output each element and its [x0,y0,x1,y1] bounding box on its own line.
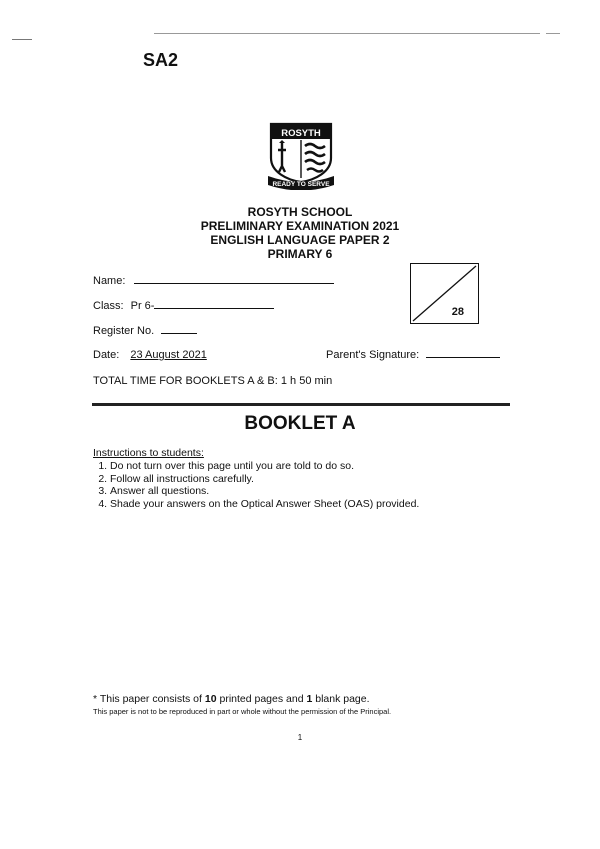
date-value: 23 August 2021 [130,349,207,361]
paper-title: ENGLISH LANGUAGE PAPER 2 [210,233,390,247]
pages-note-text: printed pages and [216,693,307,705]
instruction-item: 2. Follow all instructions carefully. [110,473,533,486]
school-name: ROSYTH SCHOOL [247,205,353,219]
name-label: Name: [93,275,126,287]
parent-signature-label: Parent's Signature: [326,349,420,361]
scan-line-right [546,33,560,34]
name-field [93,275,334,287]
class-line[interactable] [154,308,274,309]
instructions-list [93,460,533,510]
corner-tag: SA2 [143,50,179,70]
copyright-note: This paper is not to be reproduced in part or whole without the permission of the Principal. [93,707,392,716]
instruction-item: 1. Do not turn over this page until you are told to do so. [110,460,533,473]
page-number: 1 [297,733,303,742]
booklet-title: BOOKLET A [244,413,356,434]
parent-signature-field [326,349,500,361]
instruction-item: 4. Shade your answers on the Optical Answer Sheet (OAS) provided. [110,498,533,511]
instructions-heading: Instructions to students: [93,447,204,459]
school-crest [265,122,337,190]
total-time: TOTAL TIME FOR BOOKLETS A & B: 1 h 50 min [93,375,333,387]
crest-motto: READY TO SERVE [272,181,330,188]
parent-signature-line[interactable] [426,357,500,358]
date-label: Date: [93,349,120,361]
register-line[interactable] [161,333,197,334]
instruction-item: 3. Answer all questions. [110,485,533,498]
class-field [93,300,274,312]
exam-title: PRELIMINARY EXAMINATION 2021 [200,219,400,233]
divider [92,403,510,406]
register-field [93,325,197,337]
class-prefix: Pr 6- [130,300,155,312]
pages-note-text: blank page. [312,693,370,705]
score-box [410,263,479,324]
class-label: Class: [93,300,124,312]
blank-pages-count: 1 [306,693,313,705]
instructions [93,447,533,510]
register-label: Register No. [93,325,155,337]
pages-note [93,693,370,705]
crest-shield-icon [265,122,337,190]
score-total: 28 [451,306,464,318]
pages-note-text: * This paper consists of [93,693,205,705]
crest-top-text: ROSYTH [281,128,321,139]
score-box-diagonal [411,264,478,323]
name-line[interactable] [134,283,334,284]
level-title: PRIMARY 6 [267,247,333,261]
date-field [93,349,207,361]
printed-pages-count: 10 [204,693,217,705]
scan-line-top [154,33,540,34]
scan-line-left [12,39,32,40]
